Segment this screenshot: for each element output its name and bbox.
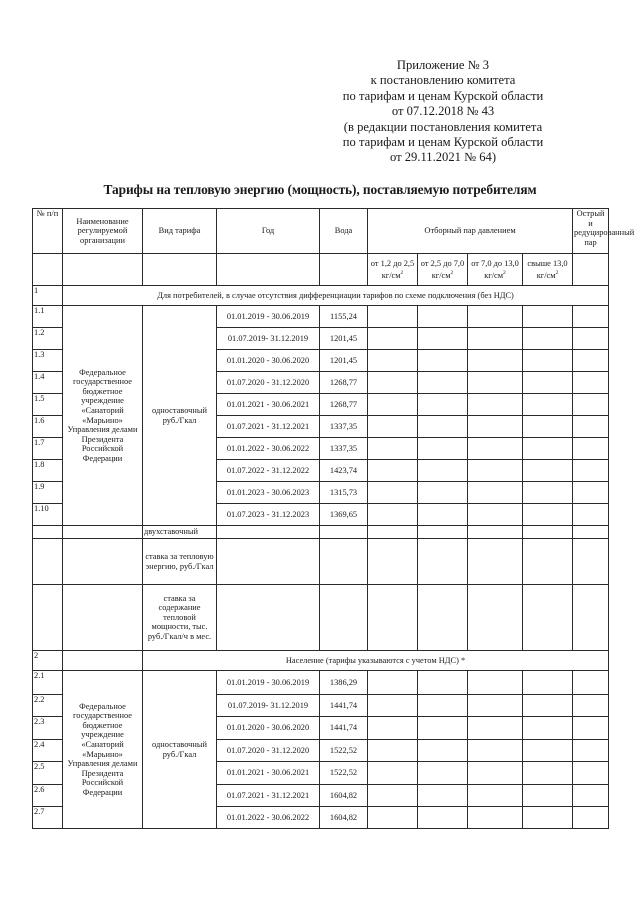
empty-cell [468, 416, 523, 438]
appendix-line: по тарифам и ценам Курской области [342, 135, 544, 150]
water-tariff-cell: 1201,45 [320, 328, 368, 350]
water-tariff-cell: 1337,35 [320, 438, 368, 460]
empty-cell [418, 671, 468, 695]
empty-cell [523, 717, 573, 740]
period-cell: 01.01.2019 - 30.06.2019 [217, 306, 320, 328]
water-tariff-cell: 1268,77 [320, 394, 368, 416]
header-steam-2: от 2,5 до 7,0 $кг/см^2$ [418, 254, 468, 286]
empty-cell [368, 394, 418, 416]
period-cell: 01.07.2023 - 31.12.2023 [217, 504, 320, 526]
empty-cell [468, 372, 523, 394]
empty-cell [418, 785, 468, 807]
empty-cell [368, 438, 418, 460]
period-cell: 01.01.2019 - 30.06.2019 [217, 671, 320, 695]
period-cell: 01.07.2021 - 31.12.2021 [217, 416, 320, 438]
empty-cell [573, 416, 609, 438]
empty-cell [573, 460, 609, 482]
tariff-table [32, 208, 635, 829]
organization-name: Федеральное государственное бюджетное учреждение «Санаторий «Марьино» Управления делами Президента Российской Федерации [63, 306, 143, 526]
empty-cell [573, 695, 609, 717]
row-num: 1.7 [33, 438, 63, 460]
empty-cell [468, 762, 523, 785]
empty-cell [523, 328, 573, 350]
empty-cell [468, 671, 523, 695]
water-tariff-cell: 1604,82 [320, 785, 368, 807]
period-cell: 01.07.2020 - 31.12.2020 [217, 372, 320, 394]
water-tariff-cell: 1155,24 [320, 306, 368, 328]
empty-cell [573, 762, 609, 785]
period-cell: 01.07.2020 - 31.12.2020 [217, 740, 320, 762]
empty-cell [573, 785, 609, 807]
empty-cell [418, 807, 468, 829]
empty-cell [368, 416, 418, 438]
period-cell: 01.07.2019- 31.12.2019 [217, 695, 320, 717]
row-num: 1.1 [33, 306, 63, 328]
empty-cell [573, 328, 609, 350]
empty-cell [418, 460, 468, 482]
empty-cell [523, 416, 573, 438]
document-title: Тарифы на тепловую энергию (мощность), поставляемую потребителям [103, 182, 537, 197]
empty-cell [368, 785, 418, 807]
section-2-title: Население (тарифы указываются с учетом НДС) * [143, 651, 609, 671]
empty-cell [523, 504, 573, 526]
empty-cell [573, 807, 609, 829]
empty-cell [418, 416, 468, 438]
water-tariff-cell: 1604,82 [320, 807, 368, 829]
empty-cell [418, 350, 468, 372]
single-rate-label: одноставочный руб./Гкал [143, 306, 217, 526]
empty-cell [468, 785, 523, 807]
row-num: 2.2 [33, 695, 63, 717]
appendix-header [328, 58, 558, 166]
empty-cell [468, 350, 523, 372]
period-cell: 01.01.2022 - 30.06.2022 [217, 438, 320, 460]
header-org: Наименование регулируемой организации [63, 209, 143, 254]
empty-cell [523, 394, 573, 416]
empty-cell [368, 695, 418, 717]
empty-cell [418, 695, 468, 717]
empty-cell [368, 762, 418, 785]
header-num: № п/п [33, 209, 63, 254]
section-1-title: Для потребителей, в случае отсутствия дифференциации тарифов по схеме подключения (без НДС) [63, 286, 609, 306]
empty-cell [368, 328, 418, 350]
empty-cell [523, 740, 573, 762]
empty-cell [468, 306, 523, 328]
empty-cell [573, 740, 609, 762]
empty-cell [468, 695, 523, 717]
period-cell: 01.01.2021 - 30.06.2021 [217, 394, 320, 416]
empty-cell [523, 372, 573, 394]
row-num: 2.1 [33, 671, 63, 695]
row-num: 2.4 [33, 740, 63, 762]
header-year: Год [217, 209, 320, 254]
row-num: 1.3 [33, 350, 63, 372]
header-steam-1: от 1,2 до 2,5 $кг/см^2$ [368, 254, 418, 286]
header-steam-4: свыше 13,0 $кг/см^2$ [523, 254, 573, 286]
row-num: 2.6 [33, 785, 63, 807]
period-cell: 01.01.2023 - 30.06.2023 [217, 482, 320, 504]
empty-cell [573, 372, 609, 394]
empty-cell [468, 438, 523, 460]
energy-rate-label: ставка за тепловую энергию, руб./Гкал [143, 539, 217, 585]
row-num: 2.7 [33, 807, 63, 829]
water-tariff-cell: 1386,29 [320, 671, 368, 695]
water-tariff-cell: 1315,73 [320, 482, 368, 504]
two-rate-label: двухставочный [143, 526, 217, 539]
empty-cell [573, 671, 609, 695]
empty-cell [523, 807, 573, 829]
empty-cell [523, 482, 573, 504]
appendix-line: от 07.12.2018 № 43 [391, 104, 495, 119]
period-cell: 01.01.2022 - 30.06.2022 [217, 807, 320, 829]
water-tariff-cell: 1369,65 [320, 504, 368, 526]
table-row [33, 306, 609, 328]
water-tariff-cell: 1423,74 [320, 460, 368, 482]
section-1-num: 1 [33, 286, 63, 306]
empty-cell [418, 394, 468, 416]
empty-cell [523, 785, 573, 807]
period-cell: 01.07.2022 - 31.12.2022 [217, 460, 320, 482]
empty-cell [573, 438, 609, 460]
empty-cell [468, 807, 523, 829]
single-rate-label: одноставочный руб./Гкал [143, 671, 217, 829]
period-cell: 01.07.2019- 31.12.2019 [217, 328, 320, 350]
appendix-line: от 29.11.2021 № 64) [389, 150, 497, 165]
empty-cell [468, 482, 523, 504]
row-num: 2.5 [33, 762, 63, 785]
empty-cell [368, 372, 418, 394]
empty-cell [523, 695, 573, 717]
empty-cell [573, 717, 609, 740]
header-water: Вода [320, 209, 368, 254]
empty-cell [368, 482, 418, 504]
empty-cell [418, 438, 468, 460]
appendix-line: Приложение № 3 [396, 58, 490, 72]
row-num: 1.9 [33, 482, 63, 504]
row-num: 1.5 [33, 394, 63, 416]
organization-name: Федеральное государственное бюджетное учреждение «Санаторий «Марьино» Управления делами Президента Российской Федерации [63, 671, 143, 829]
empty-cell [523, 762, 573, 785]
row-num: 1.2 [33, 328, 63, 350]
row-num: 1.10 [33, 504, 63, 526]
empty-cell [468, 394, 523, 416]
row-num: 1.4 [33, 372, 63, 394]
empty-cell [573, 482, 609, 504]
appendix-line: по тарифам и ценам Курской области [342, 88, 544, 103]
empty-cell [573, 306, 609, 328]
empty-cell [418, 762, 468, 785]
empty-cell [523, 460, 573, 482]
empty-cell [468, 328, 523, 350]
empty-cell [523, 350, 573, 372]
empty-cell [468, 717, 523, 740]
header-tariff-type: Вид тарифа [143, 209, 217, 254]
water-tariff-cell: 1522,52 [320, 740, 368, 762]
water-tariff-cell: 1268,77 [320, 372, 368, 394]
empty-cell [418, 504, 468, 526]
period-cell: 01.07.2021 - 31.12.2021 [217, 785, 320, 807]
section-2-num: 2 [33, 651, 63, 671]
empty-cell [368, 460, 418, 482]
empty-cell [368, 717, 418, 740]
empty-cell [418, 328, 468, 350]
empty-cell [368, 807, 418, 829]
row-num: 1.6 [33, 416, 63, 438]
empty-cell [368, 671, 418, 695]
header-steam-3: от 7,0 до 13,0 $кг/см^2$ [468, 254, 523, 286]
empty-cell [368, 350, 418, 372]
empty-cell [468, 504, 523, 526]
water-tariff-cell: 1337,35 [320, 416, 368, 438]
empty-cell [523, 671, 573, 695]
appendix-line: к постановлению комитета [370, 73, 516, 88]
empty-cell [368, 504, 418, 526]
header-sharp-steam: Острый и редуцированный пар [573, 209, 609, 254]
period-cell: 01.01.2020 - 30.06.2020 [217, 717, 320, 740]
water-tariff-cell: 1201,45 [320, 350, 368, 372]
empty-cell [573, 350, 609, 372]
empty-cell [573, 394, 609, 416]
appendix-line: (в редакции постановления комитета [343, 119, 543, 134]
empty-cell [368, 740, 418, 762]
empty-cell [418, 306, 468, 328]
empty-cell [418, 372, 468, 394]
empty-cell [523, 438, 573, 460]
empty-cell [368, 306, 418, 328]
empty-cell [523, 306, 573, 328]
empty-cell [573, 504, 609, 526]
empty-cell [468, 460, 523, 482]
row-num: 1.8 [33, 460, 63, 482]
empty-cell [468, 740, 523, 762]
water-tariff-cell: 1522,52 [320, 762, 368, 785]
empty-cell [418, 717, 468, 740]
capacity-rate-label: ставка за содержание тепловой мощности, тыс. руб./Гкал/ч в мес. [143, 585, 217, 651]
water-tariff-cell: 1441,74 [320, 695, 368, 717]
header-steam: Отборный пар давлением [368, 209, 573, 254]
row-num: 2.3 [33, 717, 63, 740]
water-tariff-cell: 1441,74 [320, 717, 368, 740]
period-cell: 01.01.2020 - 30.06.2020 [217, 350, 320, 372]
table-row [33, 671, 609, 695]
empty-cell [418, 740, 468, 762]
period-cell: 01.01.2021 - 30.06.2021 [217, 762, 320, 785]
empty-cell [418, 482, 468, 504]
